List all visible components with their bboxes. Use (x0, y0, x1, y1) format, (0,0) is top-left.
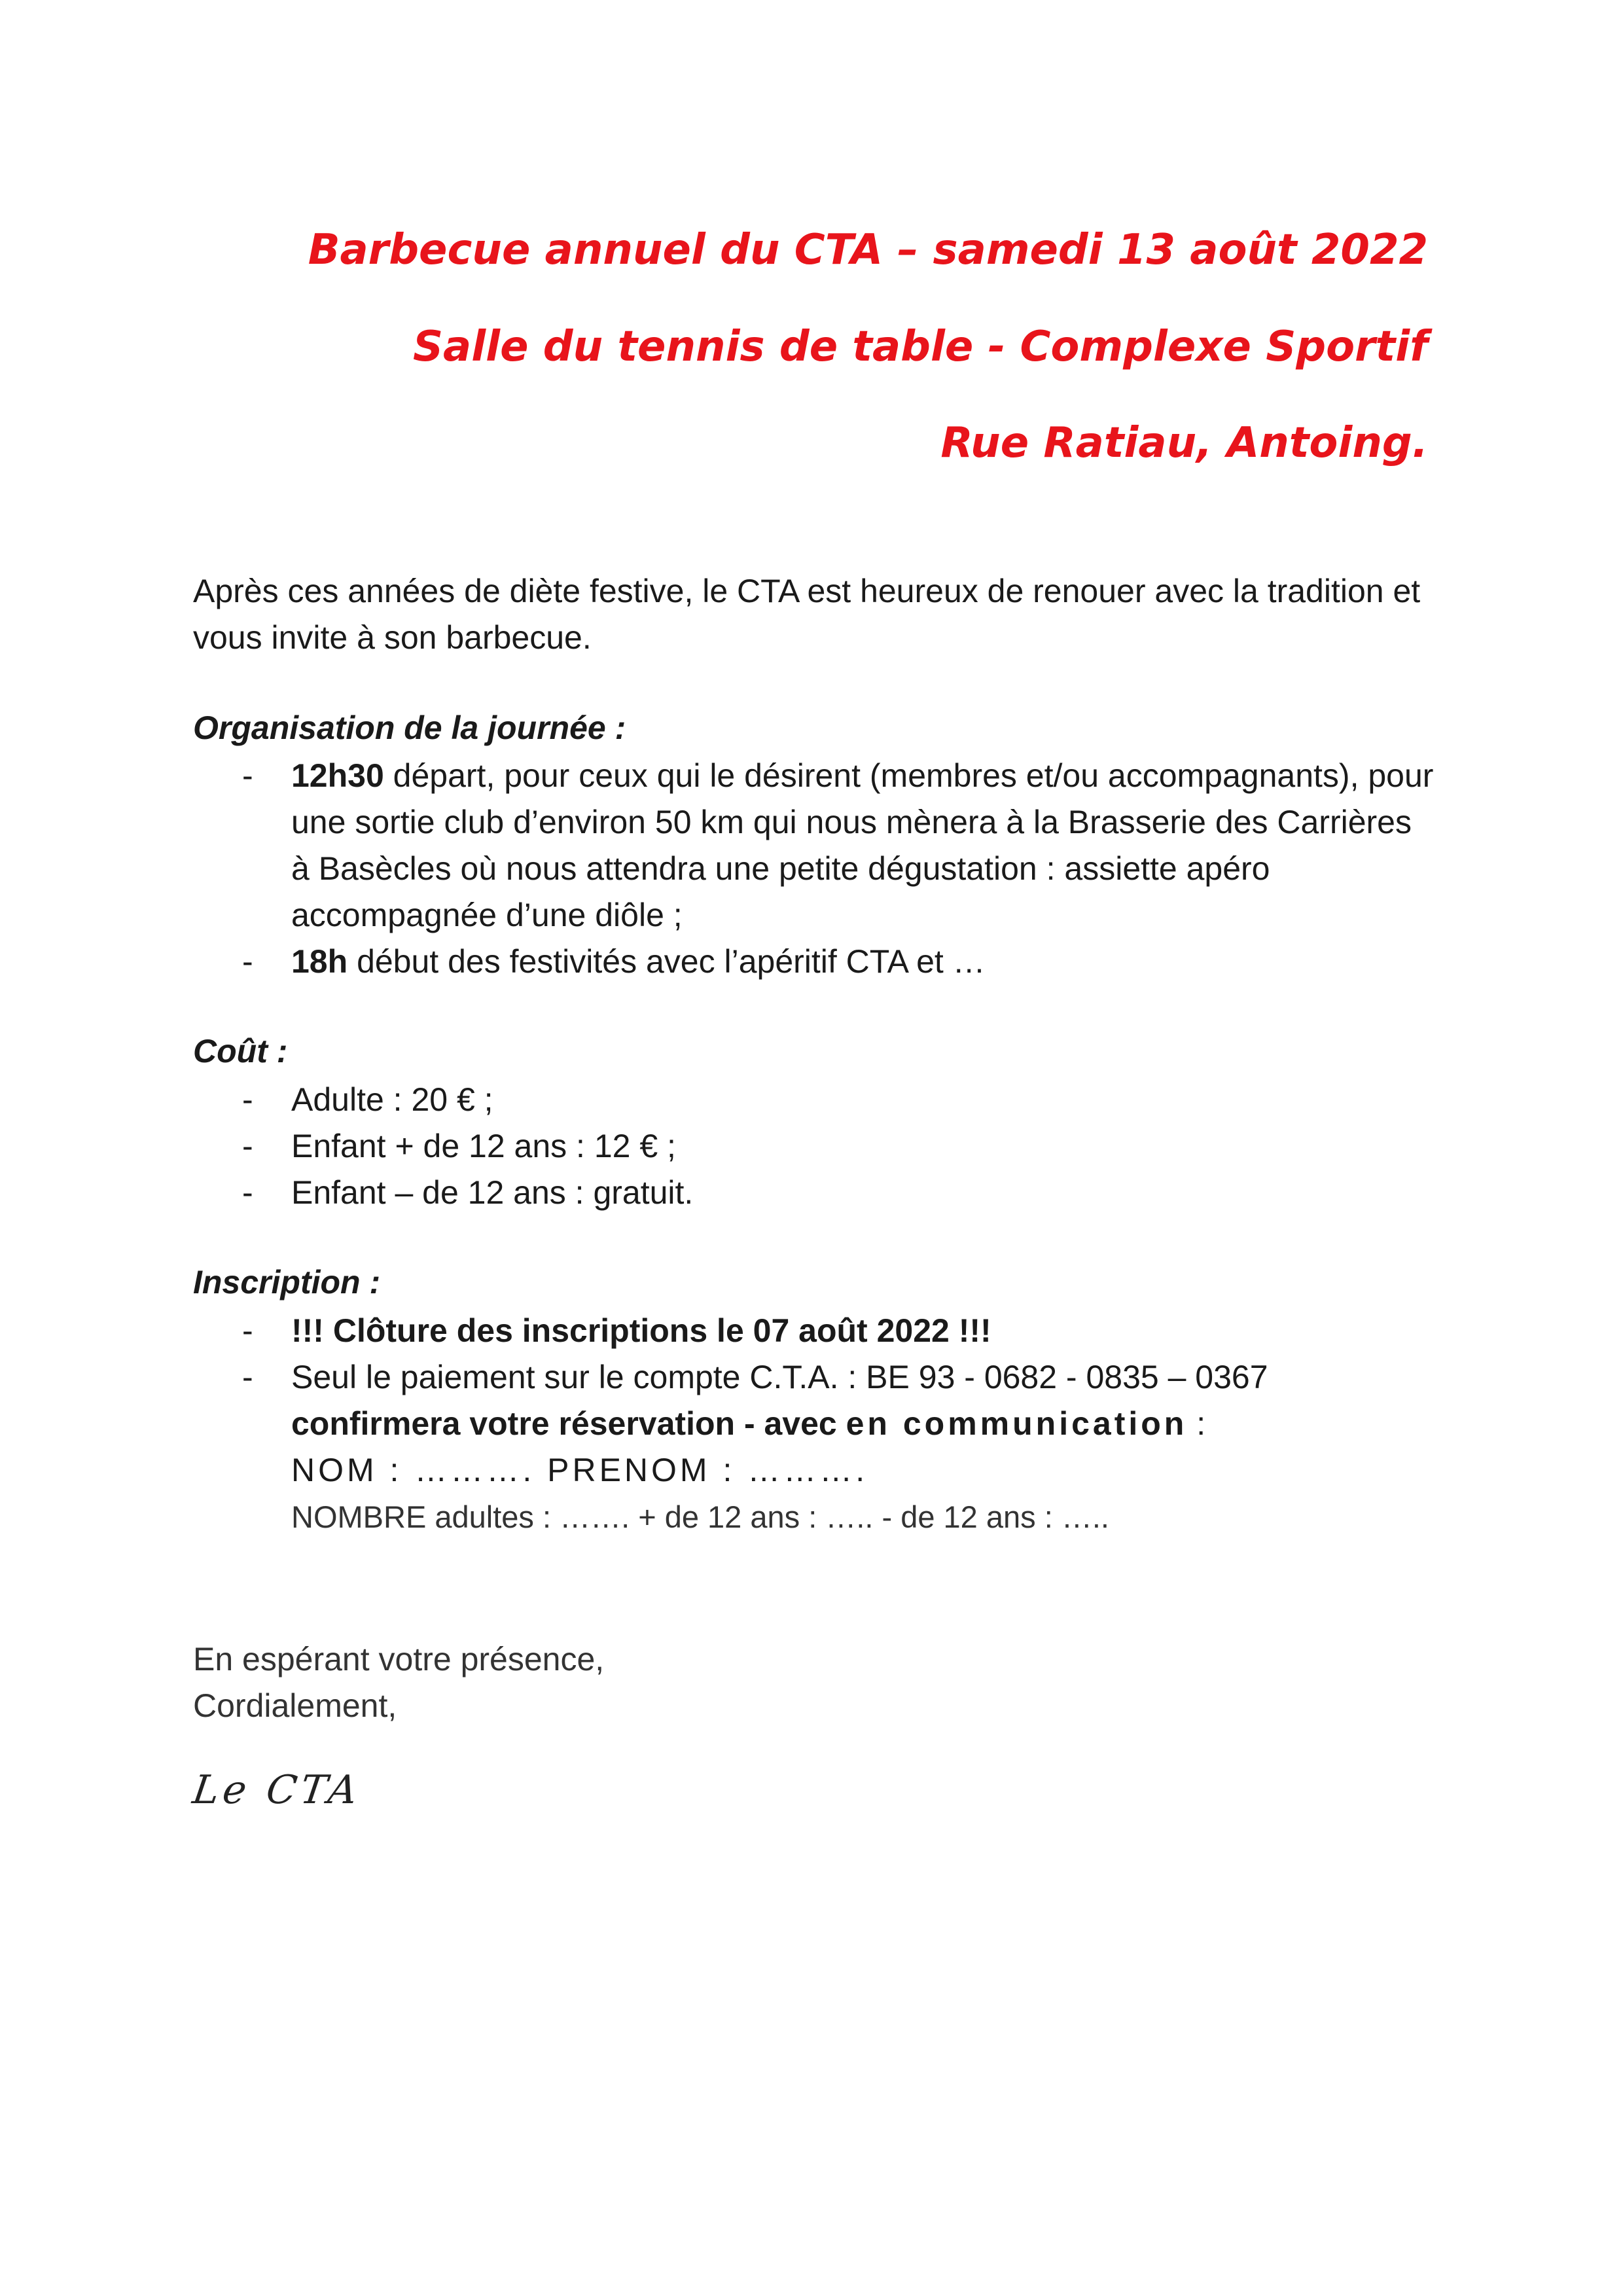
list-dash: - (242, 1081, 253, 1118)
list-item (193, 939, 1436, 985)
list-item (193, 1123, 1436, 1170)
list-item (193, 1077, 1436, 1123)
inscription-list (193, 1308, 1436, 1540)
intro-paragraph: Après ces années de diète festive, le CTA est heureux de renouer avec la tradition et vous invite à son barbecue. (193, 573, 1421, 656)
closing-line-1: En espérant votre présence, (193, 1641, 605, 1677)
price-adult: Adulte : 20 € ; (291, 1081, 493, 1118)
signature: Le CTA (190, 1767, 365, 1813)
payment-account-line: Seul le paiement sur le compte C.T.A. : BE 93 - 0682 - 0835 – 0367 (291, 1359, 1268, 1395)
closing-deadline-notice: !!! Clôture des inscriptions le 07 août 2022 !!! (291, 1312, 991, 1349)
confirmation-line (291, 1401, 1436, 1447)
list-dash: - (242, 1174, 253, 1211)
list-dash: - (242, 757, 253, 794)
title-venue: Salle du tennis de table - Complexe Sportif (412, 323, 1428, 371)
heading-organisation: Organisation de la journée : (193, 709, 626, 746)
closing-block (193, 1636, 1436, 1729)
confirmation-colon: : (1187, 1405, 1206, 1442)
list-item (193, 1170, 1436, 1216)
price-child-under-12: Enfant – de 12 ans : gratuit. (291, 1174, 694, 1211)
heading-inscription: Inscription : (193, 1264, 381, 1300)
list-dash: - (242, 1312, 253, 1349)
list-item (193, 1354, 1436, 1540)
time-label: 12h30 (291, 757, 384, 794)
cout-list (193, 1077, 1436, 1216)
title-event: Barbecue annuel du CTA – samedi 13 août 2022 (308, 226, 1428, 274)
closing-line-2: Cordialement, (193, 1687, 397, 1724)
list-dash: - (242, 1128, 253, 1164)
list-dash: - (242, 943, 253, 980)
nom-prenom-line: NOM : ………. PRENOM : ………. (291, 1452, 868, 1488)
title-address: Rue Ratiau, Antoing. (940, 419, 1428, 467)
time-label: 18h (291, 943, 348, 980)
confirmation-bold-text: confirmera votre réservation - avec (291, 1405, 846, 1442)
nombre-line: NOMBRE adultes : ……. + de 12 ans : ….. - de 12 ans : ….. (291, 1499, 1109, 1534)
price-child-over-12: Enfant + de 12 ans : 12 € ; (291, 1128, 676, 1164)
list-item (193, 1308, 1436, 1354)
list-item-text: début des festivités avec l’apéritif CTA et … (348, 943, 986, 980)
heading-cout: Coût : (193, 1033, 288, 1069)
list-item-text: départ, pour ceux qui le désirent (membres et/ou accompagnants), pour une sortie club d’environ 50 km qui nous mènera à la Brasserie des Carrières à Basècles où nous attendra une petite dégustation : assiette apéro accompagnée d’une diôle ; (291, 757, 1434, 933)
organisation-list (193, 753, 1436, 985)
communication-label: en communication (846, 1405, 1188, 1442)
list-item (193, 753, 1436, 939)
list-dash: - (242, 1359, 253, 1395)
